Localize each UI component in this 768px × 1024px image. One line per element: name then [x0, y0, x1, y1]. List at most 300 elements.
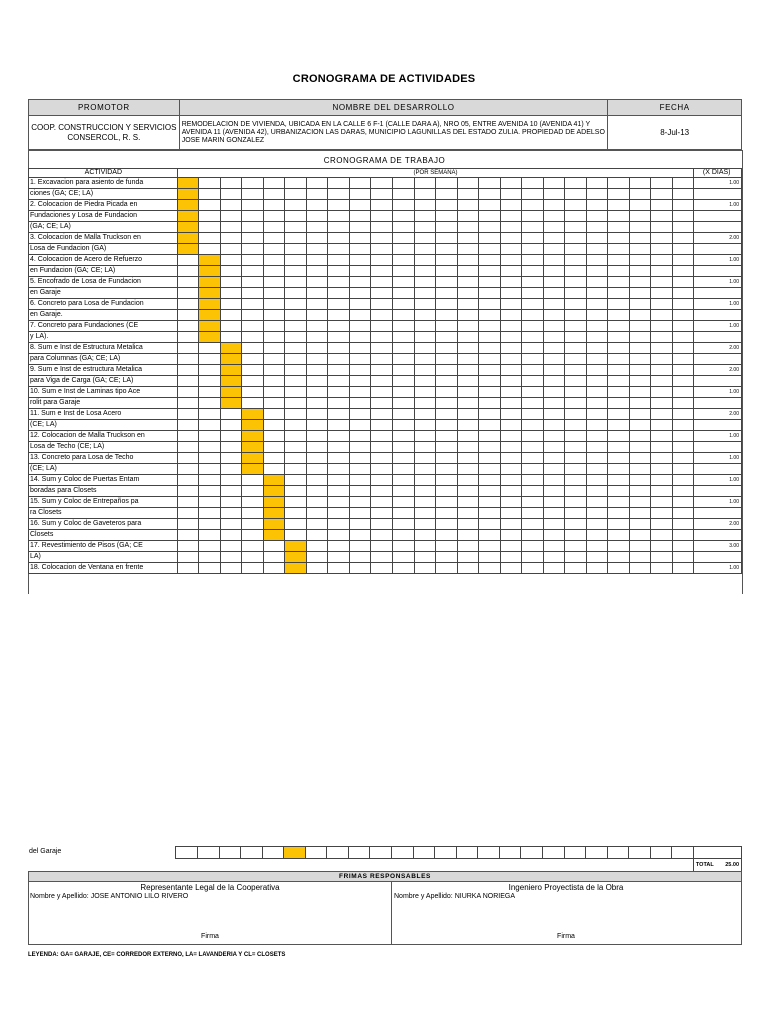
gantt-cell: [392, 552, 414, 563]
gantt-cell: [586, 453, 608, 464]
gantt-cell: [586, 178, 608, 189]
gantt-cell: [177, 321, 199, 332]
gantt-cell: [479, 387, 501, 398]
gantt-cell: [629, 552, 651, 563]
gantt-cell: [479, 277, 501, 288]
gantt-cell: [500, 453, 522, 464]
gantt-bar: [220, 376, 242, 387]
gantt-cell: [285, 299, 307, 310]
gantt-cell: [436, 211, 458, 222]
gantt-cell: [242, 541, 264, 552]
table-row: [29, 475, 742, 486]
gantt-cell: [672, 453, 694, 464]
gantt-cell: [565, 288, 587, 299]
gantt-cell: [543, 321, 565, 332]
gantt-cell: [414, 497, 436, 508]
gantt-cell: [586, 409, 608, 420]
gantt-cell: [328, 189, 350, 200]
gantt-bar: [284, 847, 306, 859]
gantt-cell: [457, 563, 479, 574]
gantt-cell: [220, 200, 242, 211]
gantt-cell: [586, 420, 608, 431]
gantt-bar: [199, 266, 221, 277]
gantt-cell: [586, 365, 608, 376]
gantt-cell: [457, 211, 479, 222]
gantt-cell: [586, 530, 608, 541]
gantt-cell: [197, 847, 219, 859]
gantt-cell: [414, 442, 436, 453]
gantt-cell: [629, 211, 651, 222]
gantt-cell: [522, 420, 544, 431]
gantt-cell: [306, 310, 328, 321]
gantt-cell: [629, 299, 651, 310]
gantt-cell: [199, 178, 221, 189]
gantt-cell: [436, 431, 458, 442]
gantt-cell: [522, 376, 544, 387]
gantt-cell: [349, 420, 371, 431]
activity-days: 1.00: [694, 563, 742, 574]
gantt-cell: [565, 563, 587, 574]
gantt-cell: [436, 420, 458, 431]
gantt-cell: [608, 431, 630, 442]
gantt-cell: [242, 332, 264, 343]
table-row: [29, 541, 742, 552]
gantt-cell: [651, 244, 673, 255]
gantt-cell: [543, 541, 565, 552]
gantt-cell: [565, 310, 587, 321]
gantt-cell: [392, 277, 414, 288]
gantt-cell: [608, 420, 630, 431]
activity-line: LA): [29, 552, 178, 563]
gantt-cell: [306, 486, 328, 497]
gantt-cell: [672, 420, 694, 431]
activity-days: [694, 530, 742, 541]
gantt-cell: [629, 563, 651, 574]
gantt-cell: [651, 321, 673, 332]
gantt-cell: [500, 409, 522, 420]
gantt-cell: [285, 398, 307, 409]
gantt-cell: [349, 244, 371, 255]
gantt-cell: [177, 420, 199, 431]
gantt-cell: [586, 508, 608, 519]
gantt-cell: [349, 343, 371, 354]
table-row: [29, 178, 742, 189]
activity-days: 1.00: [694, 277, 742, 288]
gantt-cell: [263, 431, 285, 442]
gantt-cell: [328, 288, 350, 299]
gantt-cell: [220, 244, 242, 255]
gantt-cell: [199, 464, 221, 475]
gantt-cell: [586, 222, 608, 233]
gantt-cell: [522, 486, 544, 497]
gantt-cell: [414, 222, 436, 233]
gantt-bar: [177, 200, 199, 211]
gantt-cell: [285, 486, 307, 497]
gantt-cell: [479, 354, 501, 365]
gantt-cell: [608, 530, 630, 541]
gantt-cell: [543, 266, 565, 277]
gantt-cell: [328, 266, 350, 277]
gantt-cell: [608, 266, 630, 277]
gantt-cell: [220, 530, 242, 541]
gantt-cell: [543, 255, 565, 266]
gantt-cell: [242, 266, 264, 277]
gantt-cell: [543, 288, 565, 299]
gantt-cell: [500, 431, 522, 442]
gantt-cell: [220, 222, 242, 233]
gantt-cell: [306, 442, 328, 453]
gantt-cell: [349, 541, 371, 552]
gantt-cell: [371, 178, 393, 189]
gantt-bar: [199, 321, 221, 332]
gantt-cell: [436, 398, 458, 409]
gantt-cell: [328, 332, 350, 343]
gantt-bar: [220, 354, 242, 365]
gantt-cell: [242, 321, 264, 332]
gantt-cell: [199, 486, 221, 497]
table-row: [29, 464, 742, 475]
gantt-cell: [629, 508, 651, 519]
gantt-bar: [242, 453, 264, 464]
gantt-cell: [457, 277, 479, 288]
gantt-cell: [565, 332, 587, 343]
gantt-cell: [371, 519, 393, 530]
gantt-cell: [586, 486, 608, 497]
gantt-bar: [177, 178, 199, 189]
gantt-cell: [565, 365, 587, 376]
gantt-cell: [586, 442, 608, 453]
gantt-cell: [672, 563, 694, 574]
gantt-cell: [543, 563, 565, 574]
gantt-cell: [629, 178, 651, 189]
gantt-cell: [199, 475, 221, 486]
gantt-cell: [608, 310, 630, 321]
gantt-cell: [242, 211, 264, 222]
gantt-cell: [371, 475, 393, 486]
gantt-cell: [349, 519, 371, 530]
gantt-cell: [263, 255, 285, 266]
table-row: [29, 398, 742, 409]
gantt-cell: [328, 431, 350, 442]
gantt-cell: [177, 497, 199, 508]
gantt-cell: [436, 497, 458, 508]
activity-line: 12. Colocacion de Malla Truckson en: [29, 431, 178, 442]
gantt-cell: [199, 442, 221, 453]
gantt-cell: [586, 541, 608, 552]
gantt-cell: [436, 178, 458, 189]
gantt-cell: [522, 244, 544, 255]
gantt-cell: [263, 354, 285, 365]
gantt-cell: [672, 847, 694, 859]
gantt-cell: [457, 365, 479, 376]
gantt-cell: [436, 365, 458, 376]
gantt-cell: [414, 310, 436, 321]
gantt-cell: [586, 332, 608, 343]
gantt-cell: [349, 288, 371, 299]
activity-days: [694, 420, 742, 431]
gantt-cell: [371, 376, 393, 387]
gantt-cell: [629, 288, 651, 299]
gantt-cell: [177, 508, 199, 519]
gantt-cell: [371, 431, 393, 442]
gantt-cell: [371, 200, 393, 211]
gantt-cell: [285, 266, 307, 277]
gantt-cell: [565, 266, 587, 277]
gantt-cell: [651, 420, 673, 431]
gantt-cell: [349, 178, 371, 189]
gantt-cell: [220, 442, 242, 453]
gantt-bar: [177, 189, 199, 200]
gantt-cell: [220, 552, 242, 563]
gantt-cell: [543, 464, 565, 475]
gantt-cell: [608, 288, 630, 299]
gantt-cell: [414, 464, 436, 475]
gantt-cell: [220, 409, 242, 420]
gantt-cell: [457, 409, 479, 420]
gantt-cell: [457, 387, 479, 398]
gantt-cell: [220, 277, 242, 288]
gantt-cell: [629, 420, 651, 431]
gantt-cell: [608, 233, 630, 244]
gantt-cell: [500, 178, 522, 189]
gantt-cell: [586, 431, 608, 442]
gantt-cell: [629, 277, 651, 288]
gantt-cell: [392, 178, 414, 189]
gantt-cell: [349, 475, 371, 486]
activity-line: del Garaje: [28, 847, 176, 859]
gantt-cell: [651, 552, 673, 563]
gantt-bar: [285, 563, 307, 574]
activity-line: 15. Sum y Coloc de Entrepaños pa: [29, 497, 178, 508]
gantt-cell: [586, 321, 608, 332]
gantt-cell: [177, 310, 199, 321]
gantt-cell: [371, 233, 393, 244]
gantt-cell: [457, 453, 479, 464]
gantt-cell: [199, 365, 221, 376]
gantt-cell: [651, 189, 673, 200]
gantt-cell: [177, 409, 199, 420]
gantt-cell: [586, 354, 608, 365]
gantt-cell: [522, 211, 544, 222]
activity-line: 13. Concreto para Losa de Techo: [29, 453, 178, 464]
activity-line: Closets: [29, 530, 178, 541]
gantt-cell: [457, 486, 479, 497]
gantt-cell: [285, 530, 307, 541]
gantt-cell: [285, 409, 307, 420]
gantt-cell: [629, 453, 651, 464]
gantt-cell: [672, 332, 694, 343]
activity-line: (GA; CE; LA): [29, 222, 178, 233]
gantt-cell: [263, 387, 285, 398]
gantt-cell: [651, 178, 673, 189]
gantt-cell: [242, 519, 264, 530]
gantt-cell: [328, 299, 350, 310]
gantt-cell: [479, 409, 501, 420]
activity-line: en Garaje.: [29, 310, 178, 321]
gantt-cell: [414, 541, 436, 552]
gantt-cell: [672, 266, 694, 277]
gantt-cell: [457, 310, 479, 321]
gantt-cell: [263, 420, 285, 431]
gantt-cell: [177, 563, 199, 574]
gantt-cell: [349, 497, 371, 508]
gantt-cell: [672, 431, 694, 442]
gantt-cell: [500, 486, 522, 497]
gantt-cell: [629, 343, 651, 354]
gantt-cell: [543, 497, 565, 508]
gantt-cell: [328, 365, 350, 376]
right-sign-firma: Firma: [557, 933, 575, 940]
gantt-cell: [242, 486, 264, 497]
gantt-cell: [306, 431, 328, 442]
col-semana: (POR SEMANA): [177, 169, 694, 178]
gantt-cell: [285, 332, 307, 343]
gantt-cell: [629, 354, 651, 365]
gantt-cell: [392, 847, 414, 859]
activity-days: [694, 310, 742, 321]
gantt-cell: [177, 475, 199, 486]
gantt-cell: [392, 387, 414, 398]
gantt-bar: [177, 222, 199, 233]
gantt-cell: [608, 398, 630, 409]
gantt-cell: [479, 541, 501, 552]
gantt-cell: [565, 398, 587, 409]
right-sign-title: Ingeniero Proyectista de la Obra: [508, 883, 624, 892]
gantt-cell: [608, 255, 630, 266]
activity-line: rolit para Garaje: [29, 398, 178, 409]
gantt-cell: [500, 508, 522, 519]
gantt-cell: [242, 376, 264, 387]
gantt-cell: [285, 288, 307, 299]
activity-line: 17. Revestimiento de Pisos (GA; CE: [29, 541, 178, 552]
gantt-cell: [457, 222, 479, 233]
gantt-cell: [414, 365, 436, 376]
gantt-cell: [436, 464, 458, 475]
gantt-cell: [586, 847, 608, 859]
gantt-cell: [543, 376, 565, 387]
activity-line: 16. Sum y Coloc de Gaveteros para: [29, 519, 178, 530]
activity-line: 1. Excavacion para asiento de funda: [29, 178, 178, 189]
activity-line: 18. Colocacion de Ventana en frente: [29, 563, 178, 574]
gantt-cell: [436, 442, 458, 453]
gantt-cell: [565, 508, 587, 519]
activity-days: [694, 552, 742, 563]
gantt-cell: [436, 508, 458, 519]
left-sign-name: Nombre y Apellido: JOSE ANTONIO LILO RIVERO: [30, 893, 189, 900]
gantt-cell: [651, 354, 673, 365]
gantt-cell: [522, 233, 544, 244]
table-row: [29, 343, 742, 354]
gantt-cell: [220, 497, 242, 508]
gantt-cell: [522, 519, 544, 530]
gantt-cell: [199, 222, 221, 233]
gantt-cell: [177, 398, 199, 409]
gantt-cell: [392, 255, 414, 266]
gantt-cell: [414, 508, 436, 519]
gantt-cell: [328, 178, 350, 189]
gantt-cell: [263, 442, 285, 453]
gantt-cell: [220, 486, 242, 497]
gantt-cell: [651, 233, 673, 244]
gantt-cell: [177, 442, 199, 453]
gantt-cell: [565, 420, 587, 431]
gantt-bar: [263, 475, 285, 486]
gantt-cell: [306, 398, 328, 409]
gantt-cell: [328, 387, 350, 398]
gantt-cell: [328, 530, 350, 541]
gantt-cell: [371, 310, 393, 321]
gantt-cell: [371, 244, 393, 255]
gantt-cell: [242, 244, 264, 255]
table-row: [29, 255, 742, 266]
gantt-cell: [479, 464, 501, 475]
gantt-cell: [651, 266, 673, 277]
table-row: [29, 365, 742, 376]
activity-line: Losa de Fundacion (GA): [29, 244, 178, 255]
gantt-cell: [242, 288, 264, 299]
gantt-cell: [543, 530, 565, 541]
gantt-cell: [263, 178, 285, 189]
gantt-cell: [436, 255, 458, 266]
gantt-cell: [672, 222, 694, 233]
gantt-cell: [285, 310, 307, 321]
gantt-cell: [608, 299, 630, 310]
gantt-cell: [565, 486, 587, 497]
gantt-cell: [651, 211, 673, 222]
gantt-cell: [500, 255, 522, 266]
gantt-cell: [371, 497, 393, 508]
gantt-cell: [457, 508, 479, 519]
gantt-cell: [565, 211, 587, 222]
activity-line: 2. Colocacion de Piedra Picada en: [29, 200, 178, 211]
gantt-cell: [457, 255, 479, 266]
schedule-title: CRONOGRAMA DE TRABAJO: [323, 156, 446, 165]
gantt-cell: [414, 519, 436, 530]
gantt-cell: [629, 321, 651, 332]
gantt-cell: [306, 497, 328, 508]
activity-days: 1.00: [694, 178, 742, 189]
activity-days: [694, 266, 742, 277]
gantt-cell: [285, 200, 307, 211]
gantt-cell: [285, 233, 307, 244]
gantt-cell: [608, 189, 630, 200]
gantt-cell: [263, 200, 285, 211]
gantt-cell: [285, 420, 307, 431]
gantt-cell: [220, 266, 242, 277]
gantt-cell: [392, 200, 414, 211]
gantt-cell: [242, 365, 264, 376]
gantt-cell: [522, 189, 544, 200]
gantt-cell: [565, 189, 587, 200]
gantt-cell: [306, 376, 328, 387]
gantt-cell: [436, 343, 458, 354]
gantt-cell: [565, 222, 587, 233]
gantt-cell: [500, 332, 522, 343]
gantt-cell: [629, 244, 651, 255]
gantt-cell: [672, 299, 694, 310]
gantt-cell: [371, 398, 393, 409]
gantt-bar: [263, 530, 285, 541]
promotor-value: COOP. CONSTRUCCION Y SERVICIOS CONSERCOL, R. S.: [29, 116, 180, 150]
gantt-cell: [285, 321, 307, 332]
table-row: [29, 222, 742, 233]
gantt-cell: [306, 563, 328, 574]
gantt-cell: [651, 541, 673, 552]
activity-days: 1.00: [694, 453, 742, 464]
gantt-cell: [371, 365, 393, 376]
gantt-cell: [436, 200, 458, 211]
activity-days: [694, 486, 742, 497]
